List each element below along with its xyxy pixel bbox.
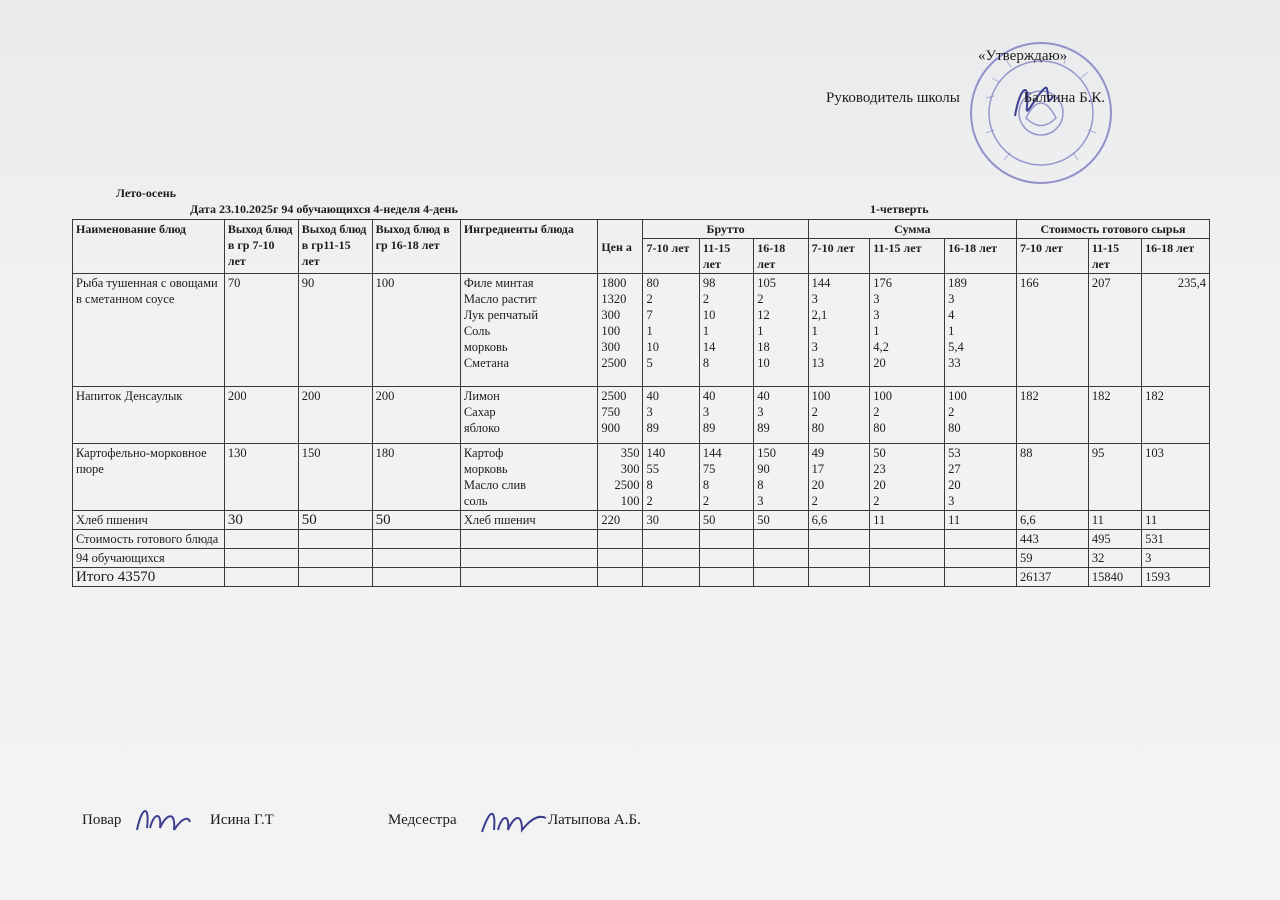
value-stack — [699, 387, 753, 444]
cell-value: 30 — [646, 513, 659, 527]
value-stack — [460, 387, 598, 444]
cell-value: Лук репчатый — [463, 308, 539, 322]
director-line — [826, 90, 1105, 107]
cell-value: морковь — [463, 462, 508, 476]
quarter-label: 1-четверть — [870, 202, 929, 216]
cell-value: 1 — [873, 324, 880, 338]
value-stack — [754, 387, 808, 444]
cell-value: 12 — [757, 308, 770, 322]
cell-value: 27 — [948, 462, 961, 476]
cell-value: 144 — [811, 276, 831, 290]
col-brutto: Брутто — [643, 220, 808, 239]
totals-label: Итого 43570 — [73, 568, 225, 587]
cell-value: 100 — [601, 324, 621, 338]
dish-row — [73, 274, 1210, 387]
col-out-16-18: Выход блюд в гр 16-18 лет — [372, 220, 460, 274]
cost-value: 88 — [1016, 444, 1088, 511]
cell-value: 150 — [757, 446, 777, 460]
dish-row — [73, 511, 1210, 530]
cell-value: 20 — [873, 478, 886, 492]
cell-value: 75 — [702, 462, 716, 476]
empty-cell — [945, 530, 1017, 549]
cell-value: 17 — [811, 462, 825, 476]
value-stack — [870, 387, 945, 444]
cell-value: 4,2 — [873, 340, 889, 354]
empty-cell — [699, 568, 753, 587]
approve-caption: «Утверждаю» — [978, 48, 1068, 64]
cell-value: 6,6 — [811, 513, 828, 527]
totals-label: Стоимость готового блюда — [73, 530, 225, 549]
dish-name: Напиток Денсаулык — [73, 387, 225, 444]
cell-value: 80 — [948, 421, 961, 435]
dish-output: 100 — [372, 274, 460, 387]
cell-value: 23 — [873, 462, 886, 476]
value-stack — [598, 444, 643, 511]
cell-value: 100 — [948, 389, 967, 403]
value-stack — [870, 444, 945, 511]
cell-value: Масло слив — [463, 478, 527, 492]
empty-cell — [372, 549, 460, 568]
cell-value: 7 — [646, 308, 653, 322]
cell-value: 8 — [702, 356, 710, 370]
empty-cell — [870, 568, 945, 587]
value-stack — [460, 274, 598, 387]
cell-value: 2 — [811, 494, 818, 508]
cell-value: 33 — [948, 356, 961, 370]
age-16-18: 16-18 лет — [754, 239, 808, 274]
empty-cell — [643, 568, 699, 587]
empty-cell — [460, 549, 598, 568]
totals-value: 32 — [1088, 549, 1141, 568]
empty-cell — [598, 530, 643, 549]
value-stack — [945, 444, 1017, 511]
value-stack — [754, 274, 808, 387]
value-stack — [699, 444, 753, 511]
cell-value: 3 — [702, 405, 710, 419]
director-name: Балгина Б.К. — [1023, 90, 1106, 106]
cell-value: 3 — [811, 340, 818, 354]
cell-value: Лимон — [463, 389, 500, 403]
value-stack — [945, 274, 1017, 387]
nurse-signature — [478, 800, 550, 840]
empty-cell — [372, 568, 460, 587]
dish-output: 50 — [372, 511, 460, 530]
dish-name: Хлеб пшенич — [73, 511, 225, 530]
dish-output: 200 — [298, 387, 372, 444]
totals-value: 59 — [1016, 549, 1088, 568]
cell-value: 176 — [873, 276, 892, 290]
empty-cell — [754, 568, 808, 587]
totals-value: 1593 — [1142, 568, 1210, 587]
cell-value: 300 — [620, 462, 640, 476]
cost-value: 11 — [1142, 511, 1210, 530]
cell-value: 144 — [702, 446, 722, 460]
empty-cell — [298, 530, 372, 549]
empty-cell — [224, 530, 298, 549]
totals-value: 531 — [1142, 530, 1210, 549]
cell-value: 140 — [646, 446, 666, 460]
cell-value: 1 — [757, 324, 764, 338]
dish-output: 30 — [224, 511, 298, 530]
cell-value: 3 — [811, 292, 818, 306]
cell-value: 2 — [757, 292, 764, 306]
empty-cell — [298, 549, 372, 568]
cost-value: 182 — [1142, 387, 1210, 444]
cell-value: 3 — [757, 405, 764, 419]
cell-value: 100 — [811, 389, 831, 403]
empty-cell — [372, 530, 460, 549]
age-11-15: 11-15 лет — [1088, 239, 1141, 274]
dish-output: 200 — [372, 387, 460, 444]
cell-value: 13 — [811, 356, 825, 370]
date-line: Дата 23.10.2025г 94 обучающихся 4-неделя 4-день — [190, 202, 458, 216]
empty-cell — [643, 530, 699, 549]
cell-value: 2 — [702, 292, 710, 306]
cell-value: 220 — [601, 513, 621, 527]
empty-cell — [643, 549, 699, 568]
director-label: Руководитель школы — [826, 90, 960, 106]
dish-row — [73, 387, 1210, 444]
cell-value: 18 — [757, 340, 770, 354]
cook-line — [82, 812, 121, 829]
value-stack — [945, 387, 1017, 444]
season-label: Лето-осень — [116, 186, 176, 200]
cost-value: 166 — [1016, 274, 1088, 387]
cell-value: Сахар — [463, 405, 496, 419]
cell-value: 89 — [757, 421, 770, 435]
totals-value: 15840 — [1088, 568, 1141, 587]
empty-cell — [224, 568, 298, 587]
cost-value: 11 — [1088, 511, 1141, 530]
cost-value: 235,4 — [1142, 274, 1210, 387]
cell-value: 3 — [757, 494, 764, 508]
cell-value: 3 — [948, 494, 955, 508]
cell-value: 20 — [811, 478, 825, 492]
cell-value: 2500 — [601, 356, 627, 370]
cell-value: 89 — [646, 421, 659, 435]
totals-row — [73, 530, 1210, 549]
cell-value: 1 — [811, 324, 818, 338]
col-dish: Наименование блюд — [73, 220, 225, 274]
cell-value: 189 — [948, 276, 967, 290]
col-price: Цен а — [598, 220, 643, 274]
cell-value: 1320 — [601, 292, 627, 306]
value-stack — [870, 274, 945, 387]
cell-value: 900 — [601, 421, 621, 435]
cook-label: Повар — [82, 812, 122, 828]
cell-value: морковь — [463, 340, 508, 354]
cell-value: Масло растит — [463, 292, 537, 306]
cell-value: 1 — [646, 324, 653, 338]
cell-value: 49 — [811, 446, 825, 460]
empty-cell — [699, 549, 753, 568]
cell-value: 300 — [601, 308, 621, 322]
age-7-10: 7-10 лет — [643, 239, 699, 274]
menu-rows — [73, 274, 1210, 530]
cook-signature — [132, 800, 194, 840]
value-stack — [754, 511, 808, 530]
cell-value: 40 — [702, 389, 716, 403]
totals-value: 3 — [1142, 549, 1210, 568]
cell-value: 11 — [873, 513, 886, 527]
col-cost: Стоимость готового сырья — [1016, 220, 1209, 239]
cell-value: 40 — [757, 389, 770, 403]
empty-cell — [808, 530, 870, 549]
cell-value: Хлеб пшенич — [463, 513, 536, 527]
empty-cell — [224, 549, 298, 568]
cell-value: 89 — [702, 421, 716, 435]
totals-value: 26137 — [1016, 568, 1088, 587]
cost-value: 182 — [1088, 387, 1141, 444]
col-out-11-15: Выход блюд в гр11-15 лет — [298, 220, 372, 274]
empty-cell — [699, 530, 753, 549]
cell-value: 20 — [948, 478, 961, 492]
dish-output: 200 — [224, 387, 298, 444]
cell-value: 2 — [811, 405, 818, 419]
cell-value: 40 — [646, 389, 659, 403]
cell-value: Сметана — [463, 356, 510, 370]
value-stack — [598, 274, 643, 387]
cell-value: соль — [463, 494, 488, 508]
cell-value: 3 — [873, 292, 880, 306]
cook-name: Исина Г.Т — [210, 812, 274, 828]
cell-value: 300 — [601, 340, 621, 354]
dish-name: Картофельно-морковное пюре — [73, 444, 225, 511]
dish-row — [73, 444, 1210, 511]
nurse-label: Медсестра — [388, 812, 457, 828]
cell-value: 50 — [702, 513, 716, 527]
dish-output: 150 — [298, 444, 372, 511]
age-7-10: 7-10 лет — [808, 239, 870, 274]
empty-cell — [598, 568, 643, 587]
cell-value: 80 — [873, 421, 886, 435]
totals-rows — [73, 530, 1210, 587]
cost-value: 103 — [1142, 444, 1210, 511]
cell-value: 105 — [757, 276, 777, 290]
col-out-7-10: Выход блюд в гр 7-10 лет — [224, 220, 298, 274]
totals-row — [73, 549, 1210, 568]
value-stack — [460, 444, 598, 511]
cell-value: 98 — [702, 276, 716, 290]
cell-value: 100 — [873, 389, 892, 403]
cost-value: 6,6 — [1016, 511, 1088, 530]
value-stack — [643, 387, 699, 444]
age-16-18: 16-18 лет — [1142, 239, 1210, 274]
value-stack — [808, 274, 870, 387]
cell-value: Соль — [463, 324, 491, 338]
cell-value: 55 — [646, 462, 659, 476]
cost-value: 182 — [1016, 387, 1088, 444]
cell-value: 11 — [948, 513, 961, 527]
age-7-10: 7-10 лет — [1016, 239, 1088, 274]
cost-value: 207 — [1088, 274, 1141, 387]
cell-value: 3 — [948, 292, 955, 306]
cell-value: 50 — [757, 513, 770, 527]
value-stack — [643, 444, 699, 511]
age-11-15: 11-15 лет — [870, 239, 945, 274]
empty-cell — [754, 530, 808, 549]
cell-value: Картоф — [463, 446, 504, 460]
dish-output: 90 — [298, 274, 372, 387]
value-stack — [460, 511, 598, 530]
cell-value: 1800 — [601, 276, 627, 290]
cell-value: 2,1 — [811, 308, 828, 322]
cell-value: 2 — [646, 494, 653, 508]
empty-cell — [870, 530, 945, 549]
cell-value: 1 — [702, 324, 710, 338]
cell-value: 90 — [757, 462, 770, 476]
cell-value: 2500 — [601, 389, 627, 403]
value-stack — [754, 444, 808, 511]
value-stack — [945, 511, 1017, 530]
cell-value: 2 — [873, 405, 880, 419]
cell-value: 3 — [646, 405, 653, 419]
cell-value: 100 — [620, 494, 640, 508]
age-11-15: 11-15 лет — [699, 239, 753, 274]
cell-value: яблоко — [463, 421, 500, 435]
value-stack — [699, 274, 753, 387]
cell-value: 350 — [620, 446, 640, 460]
dish-name: Рыба тушенная с овощами в сметанном соусе — [73, 274, 225, 387]
cell-value: 10 — [646, 340, 659, 354]
empty-cell — [754, 549, 808, 568]
cell-value: 1 — [948, 324, 955, 338]
totals-label: 94 обучающихся — [73, 549, 225, 568]
cell-value: 50 — [873, 446, 886, 460]
cell-value: 10 — [702, 308, 716, 322]
cell-value: 20 — [873, 356, 886, 370]
empty-cell — [808, 568, 870, 587]
value-stack — [643, 511, 699, 530]
totals-value: 443 — [1016, 530, 1088, 549]
cell-value: 80 — [646, 276, 659, 290]
totals-row — [73, 568, 1210, 587]
cell-value: Филе минтая — [463, 276, 534, 290]
cell-value: 2 — [646, 292, 653, 306]
cost-value: 95 — [1088, 444, 1141, 511]
value-stack — [598, 511, 643, 530]
cell-value: 8 — [702, 478, 710, 492]
col-summa: Сумма — [808, 220, 1016, 239]
empty-cell — [945, 568, 1017, 587]
empty-cell — [298, 568, 372, 587]
dish-output: 130 — [224, 444, 298, 511]
age-16-18: 16-18 лет — [945, 239, 1017, 274]
cell-value: 3 — [873, 308, 880, 322]
cell-value: 80 — [811, 421, 825, 435]
dish-output: 180 — [372, 444, 460, 511]
cell-value: 10 — [757, 356, 770, 370]
empty-cell — [870, 549, 945, 568]
cell-value: 5 — [646, 356, 653, 370]
nurse-name: Латыпова А.Б. — [548, 812, 641, 828]
empty-cell — [460, 568, 598, 587]
cell-value: 2 — [702, 494, 710, 508]
cell-value: 53 — [948, 446, 961, 460]
value-stack — [643, 274, 699, 387]
dish-output: 50 — [298, 511, 372, 530]
cell-value: 14 — [702, 340, 716, 354]
cell-value: 2500 — [614, 478, 640, 492]
value-stack — [699, 511, 753, 530]
cell-value: 750 — [601, 405, 621, 419]
cell-value: 2 — [873, 494, 880, 508]
col-ingredients: Ингредиенты блюда — [460, 220, 598, 274]
cell-value: 8 — [757, 478, 764, 492]
dish-output: 70 — [224, 274, 298, 387]
value-stack — [808, 387, 870, 444]
value-stack — [870, 511, 945, 530]
menu-table — [72, 219, 1210, 587]
empty-cell — [808, 549, 870, 568]
cell-value: 2 — [948, 405, 955, 419]
value-stack — [808, 511, 870, 530]
empty-cell — [460, 530, 598, 549]
header-row — [73, 220, 1210, 239]
value-stack — [598, 387, 643, 444]
totals-value: 495 — [1088, 530, 1141, 549]
empty-cell — [945, 549, 1017, 568]
cell-value: 8 — [646, 478, 653, 492]
cell-value: 4 — [948, 308, 955, 322]
value-stack — [808, 444, 870, 511]
empty-cell — [598, 549, 643, 568]
cell-value: 5,4 — [948, 340, 964, 354]
